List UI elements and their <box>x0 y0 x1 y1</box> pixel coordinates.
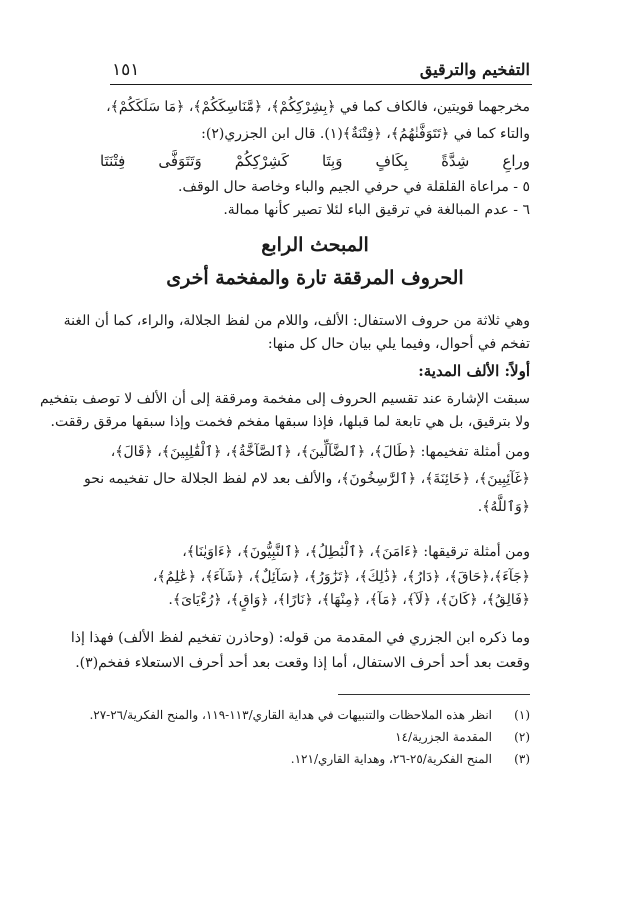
paragraph-line: وهي ثلاثة من حروف الاستفال: الألف، واللام من لفظ الجلالة، والراء، كما أن الغنة <box>63 313 530 329</box>
page-header <box>112 58 530 82</box>
verse-line: وراعِ شِدَّةً بِكَافٍ وَبِتَا كَشِرْكِكُمْ وَتَتَوَفَّى فِتْنَتَا <box>100 152 530 170</box>
footnote <box>100 727 530 747</box>
footnote-number: (٢) <box>514 730 530 744</box>
paragraph-line: تفخم في أحوال، وفيما يلي بيان حال كل منها: <box>267 336 530 352</box>
body-line: مخرجهما قويتين، فالكاف كما في ﴿بِشِرْكِكُمْ﴾، ﴿مَّنَاسِكَكُمْ﴾، ﴿مَا سَلَكَكُمْ﴾، <box>106 99 530 115</box>
footnote-text: المقدمة الجزرية/١٤ <box>395 730 492 744</box>
paragraph-line: ﴿غَآئِبِينَ﴾، ﴿خَائِنَةَ﴾، ﴿ٱلرَّٰسِخُونَ﴾، والألف بعد لام لفظ الجلالة حال تفخيمه نحو <box>84 471 530 487</box>
footnote <box>100 749 530 769</box>
section-heading: المبحث الرابع <box>261 234 369 256</box>
paragraph-line: ﴿فَالِقُ﴾، ﴿كَانَ﴾، ﴿لَآ﴾، ﴿مَآ﴾، ﴿مِنْهَا﴾، ﴿نَارًا﴾، ﴿وَاقٍ﴾، ﴿رُءْيَاىَ﴾. <box>168 592 530 608</box>
paragraph-line: ومن أمثلة ترقيقها: ﴿ءَامَنَ﴾، ﴿ٱلْبَٰطِلُ﴾، ﴿ٱلنَّبِيُّونَ﴾، ﴿ءَاوَيٰنَا﴾، <box>182 544 530 560</box>
paragraph-line: ومن أمثلة تفخيمها: ﴿طَالَ﴾، ﴿ٱلضَّآلِّينَ﴾، ﴿ٱلصَّآخَّةُ﴾، ﴿ٱلْقَٰلِبِينَ﴾، ﴿قَالَ﴾، <box>110 444 530 460</box>
list-item: ٥ - مراعاة القلقلة في حرفي الجيم والباء وخاصة حال الوقف. <box>178 179 530 195</box>
section-title: الحروف المرققة تارة والمفخمة أخرى <box>166 267 464 289</box>
footnote-number: (١) <box>514 708 530 722</box>
subheading: أولاً: الألف المدية: <box>418 362 530 380</box>
page-number: ١٥١ <box>112 60 140 80</box>
footnote-rule <box>338 694 530 695</box>
footnote-text: انظر هذه الملاحظات والتنبيهات في هداية القاري/١١٣-١١٩، والمنح الفكرية/٢٦-٢٧. <box>89 708 492 722</box>
paragraph-line: ولا بترقيق، بل هي تابعة لما قبلها، فإذا سبقها مفخم فخمت وإذا سبقها مرقق رققت. <box>50 414 530 430</box>
body-line: والتاء كما في ﴿تَتَوَفَّنٰهُمُ﴾، ﴿فِتْنَةٌ﴾(١). قال ابن الجزري(٢): <box>201 126 530 142</box>
paragraph-line: وما ذكره ابن الجزري في المقدمة من قوله: (وحاذرن تفخيم لفظ الألف) فهذا إذا <box>70 630 530 646</box>
paragraph-line: وقعت بعد أحد أحرف الاستفال، أما إذا وقعت بعد أحد أحرف الاستعلاء ففخم(٣). <box>75 655 530 671</box>
footnote <box>89 705 530 725</box>
running-title: التفخيم والترقيق <box>419 60 530 79</box>
paragraph-line: ﴿وَٱللَّهُ﴾. <box>477 499 530 515</box>
paragraph-line: ﴿جَآءَ﴾،﴿حَاقَ﴾، ﴿دَارُ﴾، ﴿ذَٰلِكَ﴾، ﴿تَزَٰوَرُ﴾، ﴿سَآئِلٌ﴾، ﴿شَآءَ﴾، ﴿عَٰلِمُ﴾، <box>152 569 530 585</box>
list-item: ٦ - عدم المبالغة في ترقيق الباء لئلا تصير كأنها ممالة. <box>223 202 530 218</box>
footnote-number: (٣) <box>514 752 530 766</box>
footnote-text: المنح الفكرية/٢٥-٢٦، وهداية القاري/١٢١. <box>290 752 492 766</box>
paragraph-line: سبقت الإشارة عند تقسيم الحروف إلى مفخمة ومرققة إلى أن الألف لا توصف بتفخيم <box>40 391 530 407</box>
header-rule <box>110 84 532 85</box>
